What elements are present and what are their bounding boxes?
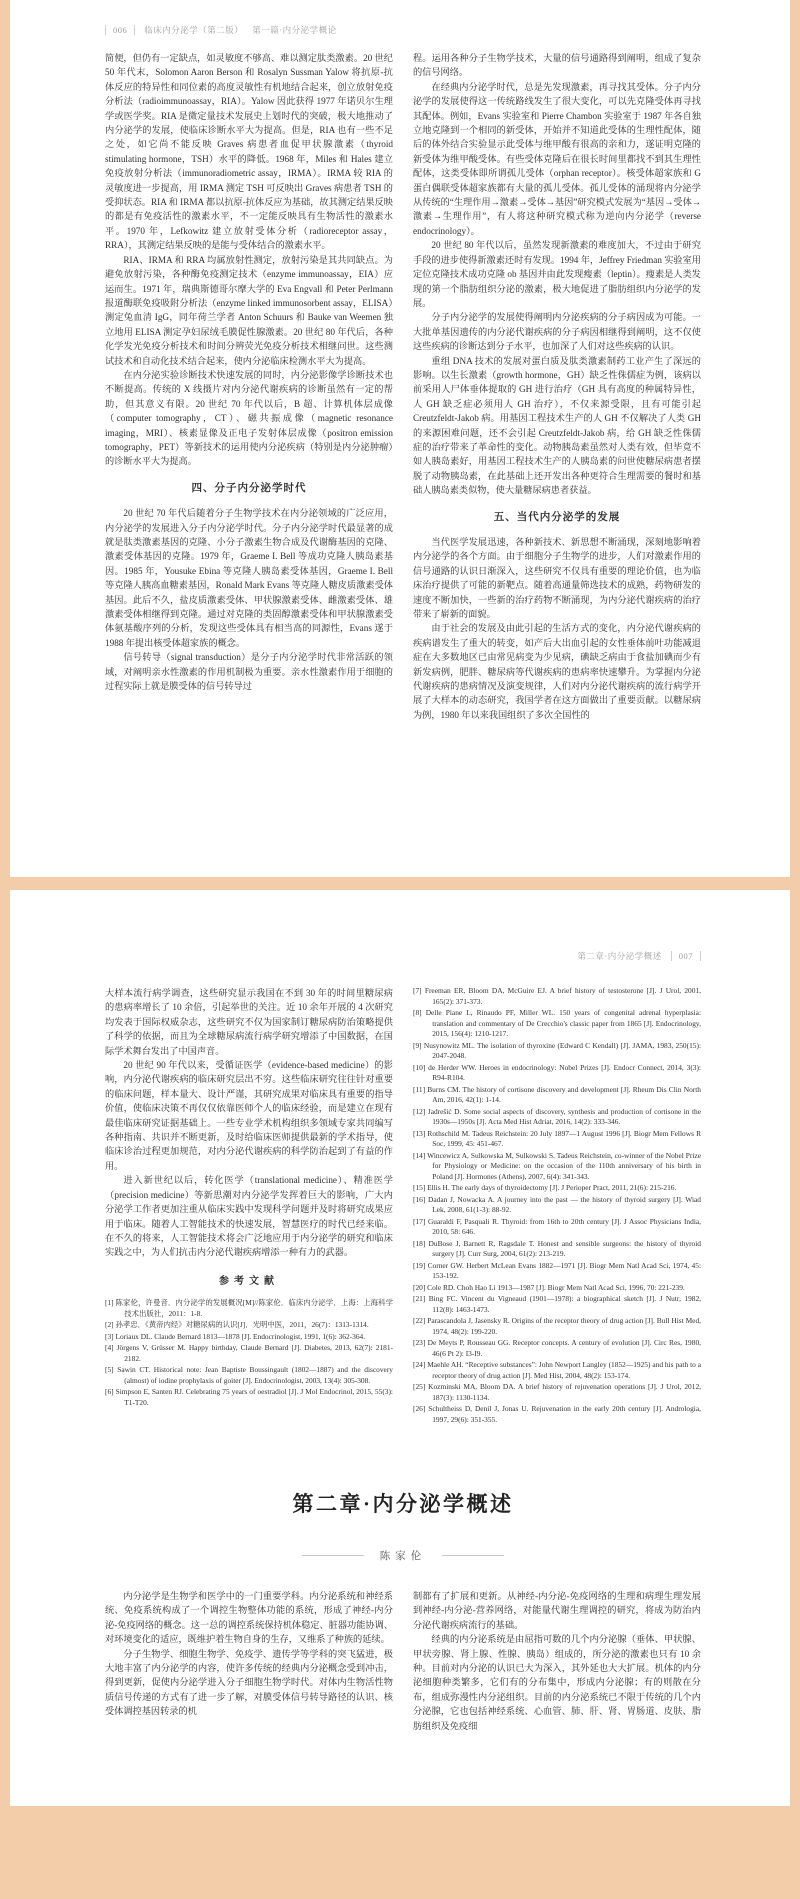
section-heading: 五、当代内分泌学的发展 [493, 511, 621, 523]
page-number: 006 [105, 25, 135, 35]
reference-item: [25] Kozminski MA, Bloom DA. A brief history of rejuvenation operations [J]. J Urol, 2012, 187(3): 1130-1134. [413, 1382, 701, 1402]
chapter-title: 第二章·内分泌学概述 [292, 1492, 514, 1516]
reference-item: [18] DuBose J, Barnett R, Ragsdale T. Honest and sensible surgeons: the history of thyroid surgery [J]. Curr Surg, 2004, 61(2): 213-219. [413, 1238, 701, 1258]
reference-item: [5] Sawin CT. Historical note: Jean Baptiste Boussingault (1802—1887) and the discovery (almost) of iodine prophylaxis of goiter [J]. Endocrinologist, 2003, 13(4): 305-308. [105, 1365, 393, 1385]
chapter-opening [105, 1488, 701, 1799]
chapter-author: 陈家伦 [379, 1551, 427, 1562]
part-title: 第一篇·内分泌学概论 [252, 25, 337, 35]
chapter-running-title: 第二章·内分泌学概述 [577, 951, 662, 961]
paragraph: 制都有了扩展和更新。从神经-内分泌-免疫网络的生理和病理生理发展到神经-内分泌-营养网络，对能量代谢生理调控的研究，将成为防治内分泌代谢疾病流行的基础。 [413, 1591, 701, 1630]
reference-item: [7] Freeman ER, Bloom DA, McGuire EJ. A brief history of testosterone [J]. J Urol, 2001, 165(2): 371-373. [413, 986, 701, 1006]
left-border-band [0, 0, 10, 1899]
reference-item: [15] Ellis H. The early days of thyroidectomy [J]. J Perioper Pract, 2011, 21(6): 215-216. [413, 1183, 677, 1192]
reference-item: [23] De Meyts P, Rousseau GG. Receptor concepts. A century of evolution [J]. Circ Res, 1980, 46(6 Pt 2): I3-I9. [413, 1338, 701, 1358]
paragraph: 20 世纪 80 年代以后，虽然发现新激素的难度加大，不过由于研究手段的进步使得新激素还时有发现。1994 年，Jeffrey Friedman 实验室用定位克隆技术成功克隆 ob 基因并由此发现瘦素（leptin）。瘦素是人类发现的第一个脂肪组织分泌的激素，极大地促进了脂肪组织内分泌学的发展。 [413, 240, 701, 308]
intro-left-column [105, 1589, 393, 1799]
reference-item: [17] Guaraldi F, Pasquali R. Thyroid: from 16th to 20th century [J]. J Assoc Physicians India, 2010, 58: 646. [413, 1216, 701, 1236]
page-number: 007 [671, 951, 701, 961]
bottom-border-band [0, 1806, 800, 1899]
page-separator-band [0, 877, 800, 890]
paragraph: 进入新世纪以后，转化医学（translational medicine）、精准医学（precision medicine）等新思潮对内分泌学发挥着巨大的影响，广大内分泌学工作者更加注重从临床实践中发现科学问题并及时将研究成果应用于临床。随着人工智能技术的快速发展，智慧医疗的时代已经来临。在不久的将来，人工智能技术将会广泛地应用于内分泌学的研究和临床实践之中，为人们抗击内分泌代谢疾病增添一种有力的武器。 [105, 1175, 393, 1258]
page-007-left-column [105, 986, 393, 1491]
reference-item: [19] Corner GW. Herbert McLean Evans 1882—1971 [J]. Biogr Mem Natl Acad Sci, 1974, 45: 153-192. [413, 1260, 701, 1280]
page-007-columns [105, 986, 701, 1491]
references-heading: 参考文献 [219, 1275, 279, 1287]
page-007-header [105, 950, 701, 962]
reference-item: [22] Parascandola J, Jasensky R. Origins of the receptor theory of drug action [J]. Bull Hist Med, 1974, 48(2): 199-220. [413, 1316, 701, 1336]
paragraph: RIA、IRMA 和 RRA 均属放射性测定，放射污染是其共同缺点。为避免放射污染，各种酶免疫测定技术（enzyme immunoassay，EIA）应运而生。1971 年，瑞典斯德哥尔摩大学的 Eva Engvall 和 Peter Perlmann 报道酶联免疫吸附分析法（enzyme linked immunosorbent assay，ELISA）测定兔血清 IgG，同年荷兰学者 Anton Schuurs 和 Bauke van Weemen 独立地用 ELISA 测定孕妇尿绒毛膜促性腺激素。20 世纪 80 年代后，各种化学发光免疫分析技术和时间分辨荧光免疫分析技术相继问世。这些测试技术和自动化技术结合起来，使内分泌临床检测水平大为提高。 [105, 254, 393, 366]
page-006-right-column [413, 51, 701, 816]
page-006-columns [105, 51, 701, 816]
paragraph: 20 世纪 70 年代后随着分子生物学技术在内分泌领域的广泛应用，内分泌学的发展进入分子内分泌学时代。分子内分泌学时代最显著的成就是肽类激素基因的克隆、小分子激素生物合成及代谢酶基因的克隆、激素受体基因的克隆。1979 年，Graeme I. Bell 等成功克隆人胰岛素基因。1985 年，Yousuke Ebina 等克隆人胰岛素受体基因，Graeme I. Bell 等克隆人胰高血糖素基因，Ronald Mark Evans 等克隆人糖皮质激素受体基因。此后不久，盐皮质激素受体、甲状腺激素受体、雌激素受体、雄激素受体相继得到克隆。通过对克隆的类固醇激素受体和甲状腺激素受体氨基酸序列的分析，发现这些受体具有相当高的同源性，Evans 遂于 1988 年提出核受体超家族的概念。 [105, 508, 393, 648]
paragraph: 内分泌学是生物学和医学中的一门重要学科。内分泌系统和神经系统、免疫系统构成了一个调控生物整体功能的系统，形成了神经-内分泌-免疫网络的概念。这一总的调控系统保持机体稳定、脏器功能协调、对环境变化的适应，既维护着生物自身的生存，又维系了种族的延续。 [105, 1591, 393, 1645]
reference-item: [24] Maehle AH. “Receptive substances”: John Newport Langley (1852—1925) and his path to a receptor theory of drug action [J]. Med Hist, 2004, 48(2): 153-174. [413, 1360, 701, 1380]
chapter-author-row [105, 1548, 701, 1563]
page-006 [105, 24, 701, 816]
book-title: 临床内分泌学（第二版） [144, 25, 244, 35]
author-rule-right [442, 1555, 504, 1556]
reference-item: [4] Jörgens V, Grüsser M. Happy birthday, Claude Bernard [J]. Diabetes, 2013, 62(7): 2181-2182. [105, 1343, 393, 1363]
intro-right-column [413, 1589, 701, 1799]
reference-item: [26] Schultheiss D, Denil J, Jonas U. Rejuvenation in the early 20th century [J]. Andrologia, 1997, 29(6): 351-355. [413, 1404, 701, 1424]
reference-item: [13] Rothschild M. Tadeus Reichstein: 20 July 1897—1 August 1996 [J]. Biogr Mem Fellows R Soc, 1999, 45: 451-467. [413, 1128, 701, 1148]
paragraph: 大样本流行病学调查，这些研究显示我国在不到 30 年的时间里糖尿病的患病率增长了 10 余倍，引起举世的关注。近 10 余年开展的 4 次研究均发表于国际权威杂志，这些研究不仅为国家制订糖尿病防治策略提供了科学的依据，而且为全球糖尿病流行病学研究增添了中国数据，在国际学术舞台发出了中国声音。 [105, 988, 393, 1056]
page-007 [105, 950, 701, 1491]
reference-item: [20] Cole RD. Choh Hao Li 1913—1987 [J]. Biogr Mem Natl Acad Sci, 1996, 70: 221-239. [413, 1282, 685, 1292]
reference-item: [9] Nusynowitz ML. The isolation of thyroxine (Edward C Kendall) [J]. JAMA, 1983, 250(15): 2047-2048. [413, 1040, 701, 1060]
paragraph: 重组 DNA 技术的发展对蛋白质及肽类激素制药工业产生了深远的影响。以生长激素（growth hormone，GH）缺乏性侏儒症为例，该病以前采用人尸体垂体提取的 GH 进行治疗（GH 具有高度的种属特异性，人 GH 缺乏症必须用人 GH 治疗），不仅来源受限，且有可能引起 Creutzfeldt-Jakob 病。用基因工程技术生产的人 GH 不仅解决了人类 GH 的来源困难问题，还不会引起 Creutzfeldt-Jakob 病，给 GH 缺乏性侏儒症的治疗带来了革命性的变化。动物胰岛素虽然对人类有效，但毕竟不如人胰岛素好，用基因工程技术生产的人胰岛素的问世使糖尿病患者摆脱了动物胰岛素，在此基础上还开发出各种更符合生理需要的餐时和基础人胰岛素类似物，使大量糖尿病患者获益。 [413, 355, 701, 496]
paragraph: 分子生物学、细胞生物学、免疫学、遗传学等学科的突飞猛进，极大地丰富了内分泌学的内容，使许多传统的经典内分泌概念受到冲击，得到更新，促使内分泌学进入分子细胞生物学时代。对体内生物活性物质信号传递的方式有了进一步了解，对膜受体信号转导路径的认识、核受体调控基因转录的机 [105, 1648, 393, 1717]
paragraph: 信号转导（signal transduction）是分子内分泌学时代非常活跃的领域，对阐明亲水性激素的作用机制极为重要。亲水性激素作用于细胞的过程实际上就是膜受体的信号转导过 [105, 652, 393, 692]
right-border-band [790, 0, 800, 1899]
paragraph: 当代医学发展迅速，各种新技术、新思想不断涌现，深刻地影响着内分泌学的各个方面。由于细胞分子生物学的进步，人们对激素作用的信号通路的认识日渐深入，这些研究不仅具有重要的理论价值，也为临床治疗提供了可能的新靶点。随着高通量筛选技术的成熟，药物研发的速度不断加快，一些新的治疗药物不断涌现，为内分泌代谢疾病的治疗带来了崭新的面貌。 [413, 537, 701, 620]
reference-item: [8] Delle Piane L, Rinaudo PF, Miller WL. 150 years of congenital adrenal hyperplasia: translation and commentary of De Crecchio's classic paper from 1865 [J]. Endocrinology, 2015, 156(4): 1210-1217. [413, 1008, 701, 1038]
paragraph: 简便，但仍有一定缺点，如灵敏度不够高、难以测定肽类激素。20 世纪 50 年代末，Solomon Aaron Berson 和 Rosalyn Sussman Yalow 将抗原-抗体反应的特异性和同位素的高度灵敏性有机地结合起来，创立放射免疫分析法（radioimmunoassay，RIA）。Yalow 因此获得 1977 年诺贝尔生理学或医学奖。RIA 是微定量技术发展史上划时代的突破，极大地推动了内分泌学的发展，使临床诊断水平大为提高。但是，RIA 也有一些不足之处，如它尚不能反映 Graves 病患者血促甲状腺激素（thyroid stimulating hormone，TSH）水平的降低。1968 年，Miles 和 Hales 建立免疫放射分析法（immunoradiometric assay，IRMA）。IRMA 较 RIA 的灵敏度进一步提高，用 IRMA 测定 TSH 可反映出 Graves 病患者 TSH 的受抑状态。RIA 和 IRMA 都以抗原-抗体反应为基础，故其测定结果反映的都是有免疫活性的激素水平，不一定能反映具有生物活性的激素水平。1970 年，Lefkowitz 建立放射受体分析（radioreceptor assay，RRA），其测定结果反映的是能与受体结合的激素水平。 [105, 53, 393, 251]
paragraph: 分子内分泌学的发展使得阐明内分泌疾病的分子病因成为可能。一大批单基因遗传的内分泌代谢疾病的分子病因相继得到阐明，这不仅使这些疾病的诊断达到分子水平，也加深了人们对这些疾病的认识。 [413, 312, 701, 352]
reference-item: [11] Burns CM. The history of cortisone discovery and development [J]. Rheum Dis Clin North Am, 2016, 42(1): 1-14. [413, 1084, 701, 1104]
section-heading: 四、分子内分泌学时代 [191, 482, 307, 494]
reference-item: [6] Simpson E, Santen RJ. Celebrating 75 years of oestradiol [J]. J Mol Endocrinol, 2015, 55(3): T1-T20. [105, 1387, 393, 1407]
paragraph: 经典的内分泌系统是由屈指可数的几个内分泌腺（垂体、甲状腺、甲状旁腺、肾上腺、性腺、胰岛）组成的，所分泌的激素也只有 10 余种。目前对内分泌的认识已大为深入，其外延也大大扩展。机体的内分泌细胞种类繁多，它们有的分布集中，形成内分泌腺；有的则散在分布，组成弥漫性内分泌组织。目前的内分泌系统已不限于传统的几个内分泌腺，它也包括神经系统、心血管、肺、肝、肾、胃肠道、皮肤、脂肪组织及免疫细 [413, 1634, 701, 1731]
page-006-header [105, 24, 701, 36]
author-rule-left [302, 1555, 364, 1556]
reference-item: [14] Wincewicz A, Sulkowska M, Sulkowski S. Tadeus Reichstein, co-winner of the Nobel Prize for Physiology or Medicine: on the occasion of the 110th anniversary of his birth in Poland [J]. Hormones (Athens), 2007, 6(4): 341-343. [413, 1150, 701, 1181]
paragraph: 在经典内分泌学时代，总是先发现激素，再寻找其受体。分子内分泌学的发展使得这一传统路线发生了很大变化，可以先克隆受体再寻找其配体。例如，Evans 实验室和 Pierre Chambon 实验室于 1987 年各自独立地克隆到一个相同的新受体，开始并不知道此受体的生理性配体，随后的体外结合实验显示此受体与维甲酸有很高的亲和力，遂证明克隆的新受体为维甲酸受体。有些受体克隆后在很长时间里都找不到其生理性配体，这类受体即所谓孤儿受体（orphan receptor）。核受体超家族和 G 蛋白偶联受体超家族都有大量的孤儿受体。孤儿受体的涌现将内分泌学从传统的“生理作用→激素→受体→基因”研究模式发展为“基因→受体→激素→生理作用”，有人将这种研究模式称为逆向内分泌学（reverse endocrinology）。 [413, 81, 701, 236]
reference-item: [12] Jadrešić D. Some social aspects of discovery, synthesis and production of cortisone in the 1930s—1950s [J]. Acta Med Hist Adriat, 2016, 14(2): 333-346. [413, 1106, 701, 1126]
reference-item: [1] 陈家伦，许曼音．内分泌学的发展概况[M]//陈家伦．临床内分泌学．上海：上海科学技术出版社，2011：1-8. [105, 1298, 393, 1318]
reference-item: [2] 孙孝忠．《黄帝内经》对糖尿病的认识[J]．光明中医，2011，26(7)：1313-1314. [105, 1320, 369, 1330]
paragraph: 20 世纪 90 年代以来，受循证医学（evidence-based medicine）的影响，内分泌代谢疾病的临床研究层出不穷。这些临床研究往往针对重要的临床问题，样本量大、设计严谨，其研究成果对临床具有重要的指导价值，使临床决策不再仅仅依靠医师个人的临床经验，而是建立在现有最佳临床研究证据基础上。一些专业学术机构组织多领域专家共同编写各种指南、共识并不断更新，及时给临床医师提供最新的学术指导，使临床诊治过程更加规范，对内分泌代谢疾病的科学防治起到了有益的作用。 [105, 1060, 393, 1171]
reference-item: [21] Bing FC. Vincent du Vigneaud (1901—1978): a biographical sketch [J]. J Nutr, 1982, 112(8): 1463-1473. [413, 1294, 701, 1314]
page-006-left-column [105, 51, 393, 816]
page-007-right-column [413, 986, 701, 1491]
reference-item: [16] Dadan J, Nowacka A. A journey into the past — the history of thyroid surgery [J]. Wiad Lek, 2008, 61(1-3): 88-92. [413, 1194, 701, 1214]
reference-item: [10] de Herder WW. Heroes in endocrinology: Nobel Prizes [J]. Endocr Connect, 2014, 3(3): R94-R104. [413, 1062, 701, 1082]
paragraph: 程。运用各种分子生物学技术，大量的信号通路得到阐明，组成了复杂的信号网络。 [413, 53, 701, 78]
paragraph: 在内分泌实验诊断技术快速发展的同时，内分泌影像学诊断技术也不断提高。传统的 X 线摄片对内分泌代谢疾病的诊断虽然有一定的帮助，但其意义有限。20 世纪 70 年代以后，B 超、计算机体层成像（computer tomography，CT）、磁共振成像（magnetic resonance imaging，MRI）、核素显像及正电子发射体层成像（positron emission tomography，PET）等新技术的运用使内分泌疾病（特别是内分泌肿瘤）的诊断水平大为提高。 [105, 369, 393, 467]
paragraph: 由于社会的发展及由此引起的生活方式的变化，内分泌代谢疾病的疾病谱发生了重大的转变，如产后大出血引起的女性垂体前叶功能减退症在大多数地区已由常见病变为少见病，碘缺乏病由于食盐加碘而少有新发病例，肥胖、糖尿病等代谢疾病的患病率快速攀升。为掌握内分泌代谢疾病的患病情况及演变规律，人们对内分泌代谢疾病的流行病学开展了大样本的动态研究，我国学者在这方面做出了重要贡献。以糖尿病为例，1980 年以来我国组织了多次全国性的 [413, 623, 701, 720]
reference-item: [3] Loriaux DL. Claude Bernard 1813—1878 [J]. Endocrinologist, 1991, 1(6): 362-364. [105, 1331, 366, 1341]
chapter-intro-columns [105, 1589, 701, 1799]
